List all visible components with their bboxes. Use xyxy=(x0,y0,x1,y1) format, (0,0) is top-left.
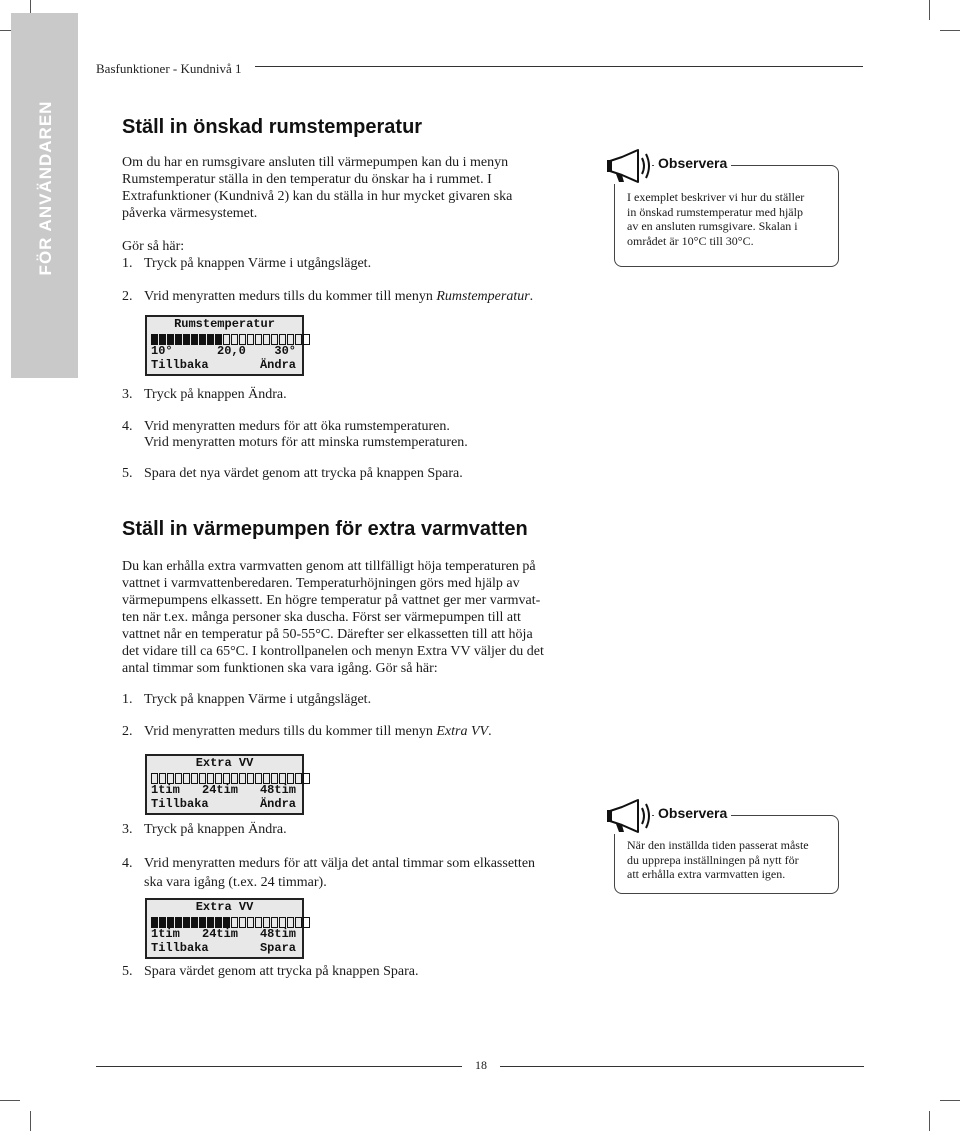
intro-line: Om du har en rumsgivare ansluten till värmepumpen kan du i menyn xyxy=(122,155,509,170)
intro-line: värmepumpens elkassett. En högre temperatur på vattnet ger mer varmvat- xyxy=(122,593,541,608)
intro-line: det vidare till ca 65°C. I kontrollpanelen och menyn Extra VV väljer du det xyxy=(122,644,544,659)
step-text: Spara värdet genom att trycka på knappen Spara. xyxy=(144,964,419,979)
step-text: Tryck på knappen Ändra. xyxy=(144,822,287,837)
lcd-bar-segment-empty xyxy=(287,773,294,784)
step-text: Tryck på knappen Ändra. xyxy=(144,387,287,402)
lcd-display-room-temperature xyxy=(145,315,304,376)
page-number: 18 xyxy=(475,1058,487,1072)
crop-mark xyxy=(940,30,960,31)
header-rule xyxy=(255,66,863,67)
lcd-bar-segment-empty xyxy=(279,917,286,928)
note-line: att erhålla extra varmvatten igen. xyxy=(627,867,786,881)
lcd-bar-segment-empty xyxy=(279,334,286,345)
step-number: 2. xyxy=(122,289,133,304)
step-3 xyxy=(122,822,287,839)
lcd-bar-segment-filled xyxy=(151,917,158,928)
step-number: 3. xyxy=(122,387,133,402)
lcd-bar-segment-empty xyxy=(303,773,310,784)
intro-line: Du kan erhålla extra varmvatten genom att tillfälligt höja temperaturen på xyxy=(122,559,536,574)
step-2 xyxy=(122,724,492,741)
intro-line: ten när t.ex. många personer ska duscha. Först ser värmepumpen till att xyxy=(122,610,521,625)
lcd-bar-segment-empty xyxy=(263,334,270,345)
step-text: Vrid menyratten medurs för att öka rumstemperaturen. xyxy=(144,419,450,434)
note-line: I exemplet beskriver vi hur du ställer xyxy=(627,190,805,204)
step-5 xyxy=(122,964,419,981)
lcd-bar-segment-filled xyxy=(183,917,190,928)
note-title: Observera xyxy=(654,805,731,821)
step-1 xyxy=(122,692,372,709)
lcd-left-key: Tillbaka xyxy=(151,940,209,955)
step-text-part: . xyxy=(529,289,534,304)
menu-name: Rumstemperatur xyxy=(436,289,530,304)
step-2 xyxy=(122,289,534,306)
step-text: Spara det nya värdet genom att trycka på knappen Spara. xyxy=(144,466,463,481)
lcd-title: Rumstemperatur xyxy=(174,317,275,331)
lcd-right-key: Ändra xyxy=(259,796,296,811)
lcd-bar-segment-filled xyxy=(215,334,222,345)
sidebar-tab xyxy=(11,13,78,378)
step-4-continued xyxy=(122,435,468,452)
lcd-bar-segment-empty xyxy=(279,773,286,784)
lcd-bar-segment-filled xyxy=(159,917,166,928)
lcd-bar-segment-empty xyxy=(207,773,214,784)
lcd-bar-segment-empty xyxy=(199,773,206,784)
footer-rule xyxy=(96,1066,462,1067)
step-number: 4. xyxy=(122,856,133,871)
megaphone-icon xyxy=(604,798,652,834)
lcd-bar-segment-filled xyxy=(159,334,166,345)
step-text-part: Vrid menyratten medurs tills du kommer till menyn xyxy=(144,724,437,739)
sidebar-tab-label: FÖR ANVÄNDAREN xyxy=(36,100,55,276)
crop-mark xyxy=(0,1100,20,1101)
lcd-left-key: Tillbaka xyxy=(151,796,209,811)
lcd-scale-value: 20,0 xyxy=(217,344,246,358)
lcd-bar-segment-filled xyxy=(199,917,206,928)
lcd-bar-segment-filled xyxy=(207,917,214,928)
lcd-bar-segment-empty xyxy=(255,334,262,345)
intro-line: Rumstemperatur ställa in den temperatur du önskar ha i rummet. I xyxy=(122,172,492,187)
note-text xyxy=(627,838,809,882)
lcd-bar-segment-empty xyxy=(239,917,246,928)
lcd-bar-segment-empty xyxy=(231,334,238,345)
step-4 xyxy=(122,856,536,873)
section-title-extra-hot-water: Ställ in värmepumpen för extra varmvatten xyxy=(122,518,528,540)
lcd-bar-segment-empty xyxy=(151,773,158,784)
lcd-scale-left: 1tim xyxy=(151,927,180,941)
intro-line: Extrafunktioner (Kundnivå 2) kan du ställa in hur mycket givaren ska xyxy=(122,189,513,204)
step-number: 1. xyxy=(122,256,133,271)
lcd-scale-mid: 24tim xyxy=(202,783,239,797)
step-1 xyxy=(122,256,372,273)
step-text: Vrid menyratten medurs för att välja det antal timmar som elkassetten xyxy=(144,856,536,871)
lcd-left-key: Tillbaka xyxy=(151,357,209,372)
lcd-bar-segment-empty xyxy=(231,917,238,928)
lcd-right-key: Spara xyxy=(259,940,296,955)
lcd-bar-segment-empty xyxy=(287,917,294,928)
intro-line: påverka värmesystemet. xyxy=(122,206,258,221)
step-number: 4. xyxy=(122,419,133,434)
intro-line: vattnet når en temperatur på 50-55°C. Därefter ser elkassetten till att höja xyxy=(122,627,533,642)
lcd-title: Extra VV xyxy=(195,900,254,914)
lcd-bar-segment-empty xyxy=(303,917,310,928)
intro-line: vattnet i varmvattenberedaren. Temperaturhöjningen görs med hjälp av xyxy=(122,576,520,591)
footer-rule xyxy=(500,1066,864,1067)
menu-name: Extra VV xyxy=(436,724,489,739)
lcd-bar-segment-empty xyxy=(255,917,262,928)
lcd-bar-segment-empty xyxy=(183,773,190,784)
note-line: in önskad rumstemperatur med hjälp xyxy=(627,204,803,219)
step-text: Tryck på knappen Värme i utgångsläget. xyxy=(144,692,372,707)
lcd-scale-right: 48tim xyxy=(259,783,296,797)
lcd-title: Extra VV xyxy=(195,756,254,770)
lcd-bar-segment-empty xyxy=(239,334,246,345)
lcd-bar-segment-empty xyxy=(231,773,238,784)
lcd-bar-segment-empty xyxy=(255,773,262,784)
step-4-continued xyxy=(122,875,327,892)
lcd-scale-right: 48tim xyxy=(259,927,296,941)
lcd-bar-segment-empty xyxy=(271,334,278,345)
step-number: 1. xyxy=(122,692,133,707)
lcd-bar-segment-empty xyxy=(247,773,254,784)
lcd-bar-segment-empty xyxy=(271,917,278,928)
lcd-scale-right: 30° xyxy=(274,344,296,358)
step-number: 5. xyxy=(122,964,133,979)
lcd-bar-graph xyxy=(151,773,311,784)
running-header: Basfunktioner - Kundnivå 1 xyxy=(96,61,242,76)
lcd-bar-graph xyxy=(151,334,311,345)
lcd-bar-segment-empty xyxy=(215,773,222,784)
note-line: När den inställda tiden passerat måste xyxy=(627,838,809,852)
lcd-bar-segment-empty xyxy=(295,917,302,928)
lcd-right-key: Ändra xyxy=(259,357,296,372)
lcd-bar-segment-empty xyxy=(159,773,166,784)
lcd-display-extra-vv xyxy=(145,754,304,815)
lcd-bar-segment-empty xyxy=(287,334,294,345)
crop-mark xyxy=(929,1111,930,1131)
note-line: du upprepa inställningen på nytt för xyxy=(627,852,799,867)
step-text: Tryck på knappen Värme i utgångsläget. xyxy=(144,256,372,271)
lcd-bar-segment-filled xyxy=(175,334,182,345)
step-3 xyxy=(122,387,287,404)
lcd-bar-segment-empty xyxy=(247,334,254,345)
lcd-bar-segment-empty xyxy=(247,917,254,928)
lcd-bar-segment-empty xyxy=(191,773,198,784)
intro-line: antal timmar som funktionen ska vara igång. Gör så här: xyxy=(122,661,438,676)
section-title-room-temperature: Ställ in önskad rumstemperatur xyxy=(122,116,423,138)
lcd-bar-segment-empty xyxy=(175,773,182,784)
howto-label: Gör så här: xyxy=(122,239,185,254)
lcd-bar-segment-filled xyxy=(167,334,174,345)
lcd-bar-segment-filled xyxy=(175,917,182,928)
lcd-bar-segment-filled xyxy=(183,334,190,345)
step-number: 5. xyxy=(122,466,133,481)
lcd-bar-segment-filled xyxy=(191,334,198,345)
note-text xyxy=(627,190,804,248)
step-text-part: Vrid menyratten medurs tills du kommer till menyn xyxy=(144,289,437,304)
lcd-bar-segment-empty xyxy=(295,334,302,345)
lcd-bar-segment-filled xyxy=(167,917,174,928)
lcd-bar-segment-empty xyxy=(223,334,230,345)
note-line: av en ansluten rumsgivare. Skalan i xyxy=(627,219,798,233)
crop-mark xyxy=(940,1100,960,1101)
step-5 xyxy=(122,466,463,483)
step-4 xyxy=(122,419,450,436)
lcd-bar-segment-filled xyxy=(215,917,222,928)
note-line: området är 10°C till 30°C. xyxy=(627,233,754,248)
lcd-bar-segment-filled xyxy=(207,334,214,345)
lcd-bar-segment-empty xyxy=(263,917,270,928)
lcd-bar-segment-empty xyxy=(271,773,278,784)
lcd-bar-segment-empty xyxy=(223,773,230,784)
step-text xyxy=(144,289,533,306)
step-number: 2. xyxy=(122,724,133,739)
lcd-bar-graph xyxy=(151,917,311,928)
lcd-bar-segment-empty xyxy=(295,773,302,784)
lcd-bar-segment-empty xyxy=(263,773,270,784)
megaphone-icon xyxy=(604,148,652,184)
note-title: Observera xyxy=(654,155,731,171)
lcd-scale-left: 1tim xyxy=(151,783,180,797)
lcd-bar-segment-filled xyxy=(199,334,206,345)
step-number: 3. xyxy=(122,822,133,837)
lcd-bar-segment-filled xyxy=(223,917,230,928)
lcd-scale-left: 10° xyxy=(151,344,173,358)
lcd-bar-segment-empty xyxy=(239,773,246,784)
step-text: Vrid menyratten moturs för att minska rumstemperaturen. xyxy=(144,435,468,450)
step-text xyxy=(144,724,492,741)
lcd-display-extra-vv-set xyxy=(145,898,304,959)
lcd-bar-segment-filled xyxy=(151,334,158,345)
lcd-bar-segment-filled xyxy=(191,917,198,928)
step-text: ska vara igång (t.ex. 24 timmar). xyxy=(144,875,327,890)
lcd-scale-mid: 24tim xyxy=(202,927,239,941)
lcd-bar-segment-empty xyxy=(303,334,310,345)
lcd-bar-segment-empty xyxy=(167,773,174,784)
crop-mark xyxy=(30,1111,31,1131)
step-text-part: . xyxy=(488,724,492,739)
crop-mark xyxy=(929,0,930,20)
